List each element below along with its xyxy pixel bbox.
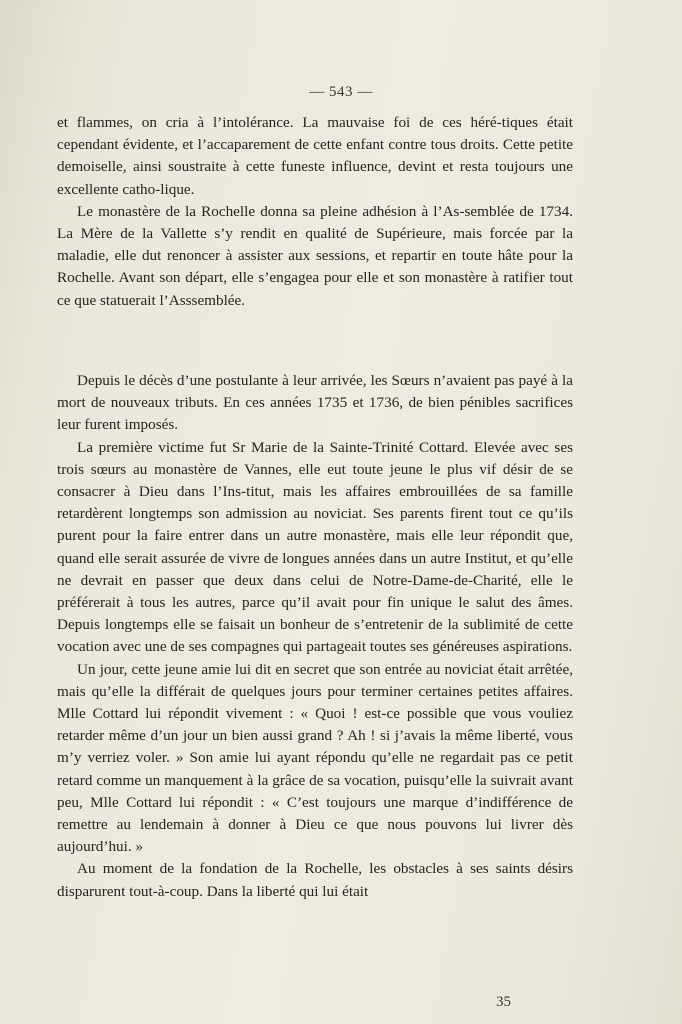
signature-mark: 35 [496, 994, 511, 1010]
paragraph: Le monastère de la Rochelle donna sa pleine adhésion à l’As-semblée de 1734. La Mère de la Vallette s’y rendit en qualité de Supérieure, mais forcée par la maladie, elle dut renoncer à assister aux sessions, et repartir en toute hâte pour la Rochelle. Avant son départ, elle s’engagea pour elle et son monastère à ratifier tout ce que statuerait l’Asssemblée. [57, 202, 573, 309]
text-block-top [57, 112, 573, 312]
paragraph: Depuis le décès d’une postulante à leur arrivée, les Sœurs n’avaient pas payé à la mort de nouveaux tributs. En ces années 1735 et 1736, de bien pénibles sacrifices leur furent imposés. [57, 372, 573, 434]
page-number: — 543 — [309, 84, 373, 100]
paragraph: et flammes, on cria à l’intolérance. La mauvaise foi de ces héré-tiques était cependant évidente, et l’accaparement de cette enfant contre tous droits. Cette petite demoiselle, ainsi soustraite à cette funeste influence, devint et resta toujours une excellente catho-lique. [57, 114, 573, 198]
paragraph: Au moment de la fondation de la Rochelle, les obstacles à ses saints désirs disparurent tout-à-coup. Dans la liberté qui lui était [57, 860, 573, 900]
text-block-bottom [57, 370, 573, 903]
paragraph: La première victime fut Sr Marie de la Sainte-Trinité Cottard. Elevée avec ses trois sœurs au monastère de Vannes, elle eut toute jeune le plus vif désir de se consacrer à Dieu dans l’Ins-titut, mais les affaires embrouillées de sa famille retardèrent longtemps son admission au noviciat. Ses parents firent tout ce qu’ils purent pour la faire entrer dans un autre monastère, mais elle leur répondit que, quand elle serait assurée de vivre de longues années dans un autre Institut, et qu’elle ne devrait en passer que deux dans celui de Notre-Dame-de-Charité, elle le préférerait à tous les autres, parce qu’il avait pour fin unique le salut des âmes. Depuis longtemps elle se faisait un bonheur de s’entretenir de la sublimité de cette vocation avec une de ses compagnes qui partageait toutes ses généreuses aspirations. [57, 438, 573, 656]
paragraph: Un jour, cette jeune amie lui dit en secret que son entrée au noviciat était arrêtée, mais qu’elle la différait de quelques jours pour terminer certaines petites affaires. Mlle Cottard lui répondit vivement : « Quoi ! est-ce possible que vous vouliez retarder même d’un jour un bien aussi grand ? Ah ! si j’avais la même liberté, vous m’y verriez voler. » Son amie lui ayant répondu qu’elle ne regardait pas ce petit retard comme un manquement à la grâce de sa vocation, puisqu’elle la suivrait avant peu, Mlle Cottard lui répondit : « C’est toujours une marque d’indifférence de remettre au lendemain à donner à Dieu ce que nous pouvons lui livrer dès aujourd’hui. » [57, 660, 573, 856]
